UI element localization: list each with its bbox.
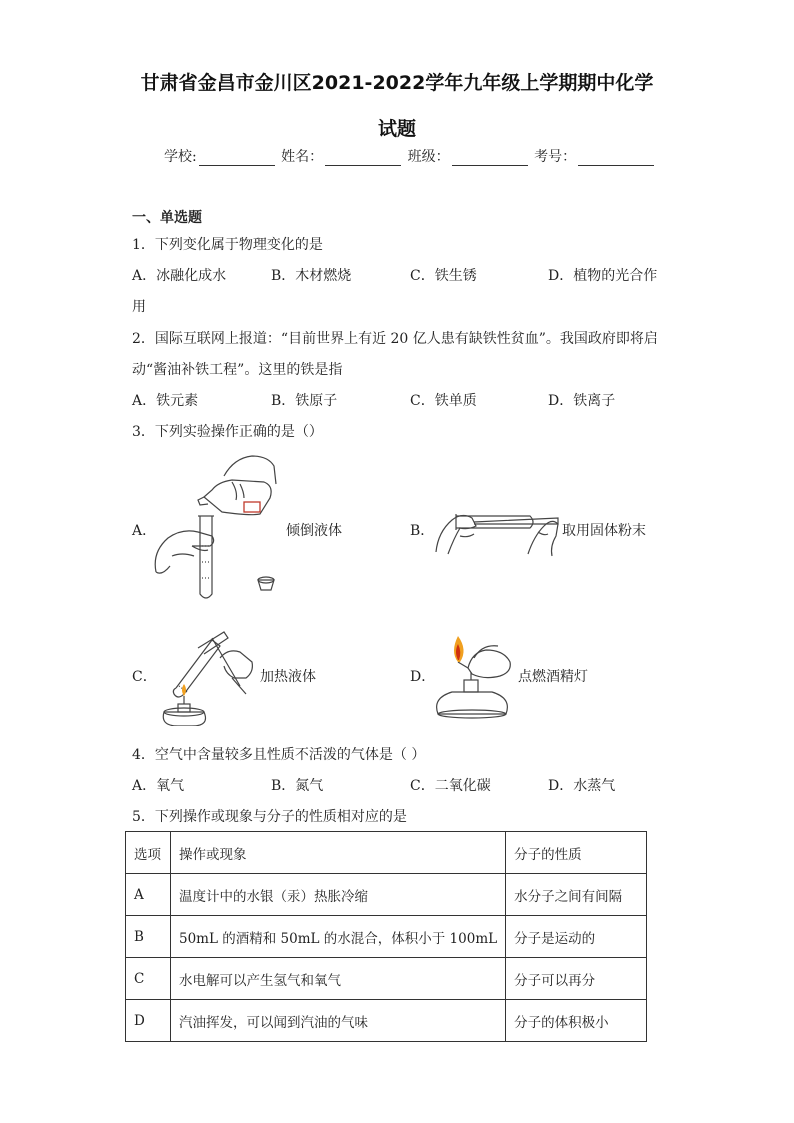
- q3-option-a-caption: 倾倒液体: [286, 523, 342, 539]
- school-label: 学校:: [164, 149, 197, 165]
- q4-stem: 4．空气中含量较多且性质不活泼的气体是（ ）: [132, 747, 426, 763]
- school-blank[interactable]: [199, 151, 275, 166]
- q2-option-b: B．铁原子: [271, 393, 338, 409]
- table-cell: 水分子之间有间隔: [506, 874, 647, 916]
- q1-stem: 1．下列变化属于物理变化的是: [132, 237, 323, 253]
- q2-stem-line1: 2．国际互联网上报道：“目前世界上有近 20 亿人患有缺铁性贫血”。我国政府即将启: [132, 331, 658, 347]
- table-cell: C: [126, 958, 171, 1000]
- table-cell: A: [126, 874, 171, 916]
- q1-option-b: B．木材燃烧: [271, 268, 352, 284]
- paper-title-line2: 试题: [377, 118, 416, 140]
- table-header-cell: 操作或现象: [171, 832, 506, 874]
- table-row: [126, 916, 647, 958]
- section-heading: 一、单选题: [132, 210, 202, 226]
- q3-option-c-letter: C．: [132, 669, 157, 685]
- table-row: [126, 874, 647, 916]
- q1-option-d: D．植物的光合作: [548, 268, 658, 284]
- q4-option-b: B．氮气: [271, 778, 324, 794]
- q2-stem-line2: 动“酱油补铁工程”。这里的铁是指: [132, 362, 343, 378]
- q3-option-d-caption: 点燃酒精灯: [518, 669, 588, 685]
- name-blank[interactable]: [325, 151, 401, 166]
- table-cell: B: [126, 916, 171, 958]
- q3-option-d-letter: D．: [410, 669, 436, 685]
- q1-option-a: A．冰融化成水: [132, 268, 227, 284]
- q4-option-c: C．二氧化碳: [410, 778, 491, 794]
- q1-option-d-wrap: 用: [132, 299, 146, 315]
- q2-option-d: D．铁离子: [548, 393, 616, 409]
- table-row: [126, 1000, 647, 1042]
- q1-option-c: C．铁生锈: [410, 268, 477, 284]
- q3-option-b-caption: 取用固体粉末: [562, 523, 646, 539]
- class-label: 班级：: [407, 149, 450, 165]
- paper-title-line1: 甘肃省金昌市金川区2021-2022学年九年级上学期期中化学: [140, 72, 654, 94]
- q3-option-c-caption: 加热液体: [260, 669, 316, 685]
- table-header-cell: 分子的性质: [506, 832, 647, 874]
- q4-option-a: A．氧气: [132, 778, 185, 794]
- heating-liquid-illustration: [154, 626, 258, 726]
- student-info-line: [164, 146, 656, 166]
- name-label: 姓名：: [281, 149, 324, 165]
- powder-sampling-illustration: [434, 496, 562, 560]
- q2-option-c: C．铁单质: [410, 393, 477, 409]
- table-row: [126, 958, 647, 1000]
- exam-no-blank[interactable]: [578, 151, 654, 166]
- table-cell: 分子是运动的: [506, 916, 647, 958]
- q4-option-d: D．水蒸气: [548, 778, 616, 794]
- q5-stem: 5．下列操作或现象与分子的性质相对应的是: [132, 809, 407, 825]
- table-cell: 温度计中的水银（汞）热胀冷缩: [171, 874, 506, 916]
- table-cell: 分子的体积极小: [506, 1000, 647, 1042]
- lighting-alcohol-lamp-illustration: [428, 628, 520, 720]
- q2-option-a: A．铁元素: [132, 393, 199, 409]
- q3-stem: 3．下列实验操作正确的是（）: [132, 424, 323, 440]
- q3-option-a-letter: A．: [132, 523, 157, 539]
- table-cell: D: [126, 1000, 171, 1042]
- class-blank[interactable]: [452, 151, 528, 166]
- table-cell: 分子可以再分: [506, 958, 647, 1000]
- table-header-row: [126, 832, 647, 874]
- table-cell: 水电解可以产生氢气和氧气: [171, 958, 506, 1000]
- exam-no-label: 考号：: [534, 149, 577, 165]
- table-header-cell: 选项: [126, 832, 171, 874]
- table-cell: 汽油挥发，可以闻到汽油的气味: [171, 1000, 506, 1042]
- pouring-liquid-illustration: [152, 452, 282, 602]
- q3-option-b-letter: B．: [410, 523, 435, 539]
- burner-flame-icon: [182, 684, 186, 696]
- q5-table: [125, 831, 647, 1042]
- table-cell: 50mL 的酒精和 50mL 的水混合，体积小于 100mL: [171, 916, 506, 958]
